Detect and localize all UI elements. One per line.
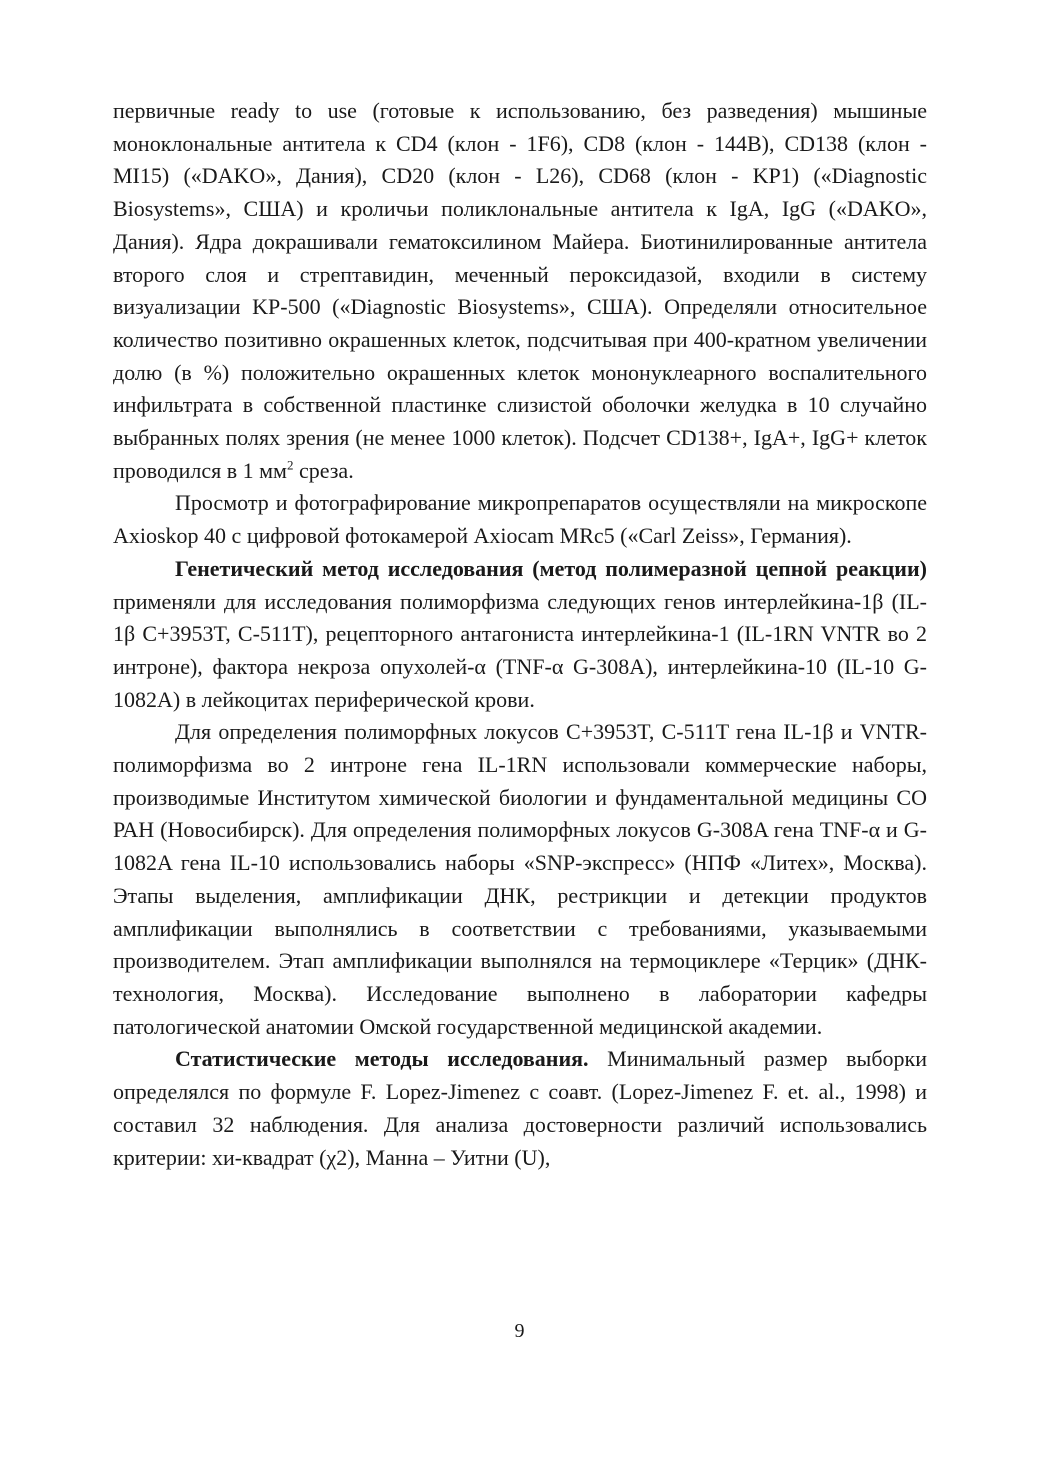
paragraph-text: применяли для исследования полиморфизма следующих генов интерлейкина-1β (IL-1β C+3953T, C-511T), рецепторного антагониста интерлейкина-1 (IL-1RN VNTR во 2 интроне), фактора некроза опухолей-α (TNF-α G-308A), интерлейкина-10 (IL-10 G-1082A) в лейкоцитах периферической крови. (113, 588, 927, 712)
paragraph-polymorphic-loci: Для определения полиморфных локусов C+3953T, C-511T гена IL-1β и VNTR-полиморфизма во 2 интроне гена IL-1RN использовали коммерческие наборы, производимые Институтом химической биологии и фундаментальной медицины СО РАН (Новосибирск). Для определения полиморфных локусов G-308A гена TNF-α и G-1082A гена IL-10 использовались наборы «SNP-экспресс» (НПФ «Литех», Москва). Этапы выделения, амплификации ДНК, рестрикции и детекции продуктов амплификации выполнялись в соответствии с требованиями, указываемыми производителем. Этап амплификации выполнялся на термоциклере «Терцик» (ДНК-технология, Москва). Исследование выполнено в лаборатории кафедры патологической анатомии Омской государственной медицинской академии. (113, 719, 927, 1039)
section-heading-statistics: Статистические методы исследования. (175, 1046, 589, 1072)
paragraph-text: первичные ready to use (готовые к использованию, без разведения) мышиные моноклональные антитела к CD4 (клон - 1F6), CD8 (клон - 144B), CD138 (клон - MI15) («DAKO», Дания), CD20 (клон - L26), CD68 (клон - KP1) («Diagnostic Biosystems», США) и кроличьи поликлональные антитела к IgA, IgG («DAKO», Дания). Ядра докрашивали гематоксилином Майера. Биотинилированные антитела второго слоя и стрептавидин, меченный пероксидазой, входили в систему визуализации KP-500 («Diagnostic Biosystems», США). Определяли относительное количество позитивно окрашенных клеток, подсчитывая при 400-кратном увеличении долю (в %) положительно окрашенных клеток мононуклеарного воспалительного инфильтрата в собственной пластинке слизистой оболочки желудка в 10 случайно выбранных полях зрения (не менее 1000 клеток). Подсчет CD138+, IgA+, IgG+ клеток проводился в 1 мм (113, 98, 927, 483)
page-number: 9 (514, 1320, 525, 1342)
paragraph-statistics (113, 1043, 927, 1174)
paragraph-text: Минимальный размер выборки определялся по формуле F. Lopez-Jimenez с соавт. (Lopez-Jimenez F. et. al., 1998) и составил 32 наблюдения. Для анализа достоверности различий использовались критерии: хи-квадрат (χ2), Манна – Уитни (U), (113, 1046, 927, 1170)
paragraph-text-end: среза. (293, 457, 354, 483)
paragraph-antibodies (113, 95, 927, 487)
document-body (113, 95, 927, 1174)
paragraph-microscopy: Просмотр и фотографирование микропрепаратов осуществляли на микроскопе Axioskop 40 с цифровой фотокамерой Axiocam MRc5 («Carl Zeiss», Германия). (113, 490, 927, 549)
section-heading-genetic: Генетический метод исследования (метод полимеразной цепной реакции) (175, 555, 927, 581)
paragraph-genetic-method (113, 553, 927, 717)
superscript: 2 (286, 457, 294, 473)
